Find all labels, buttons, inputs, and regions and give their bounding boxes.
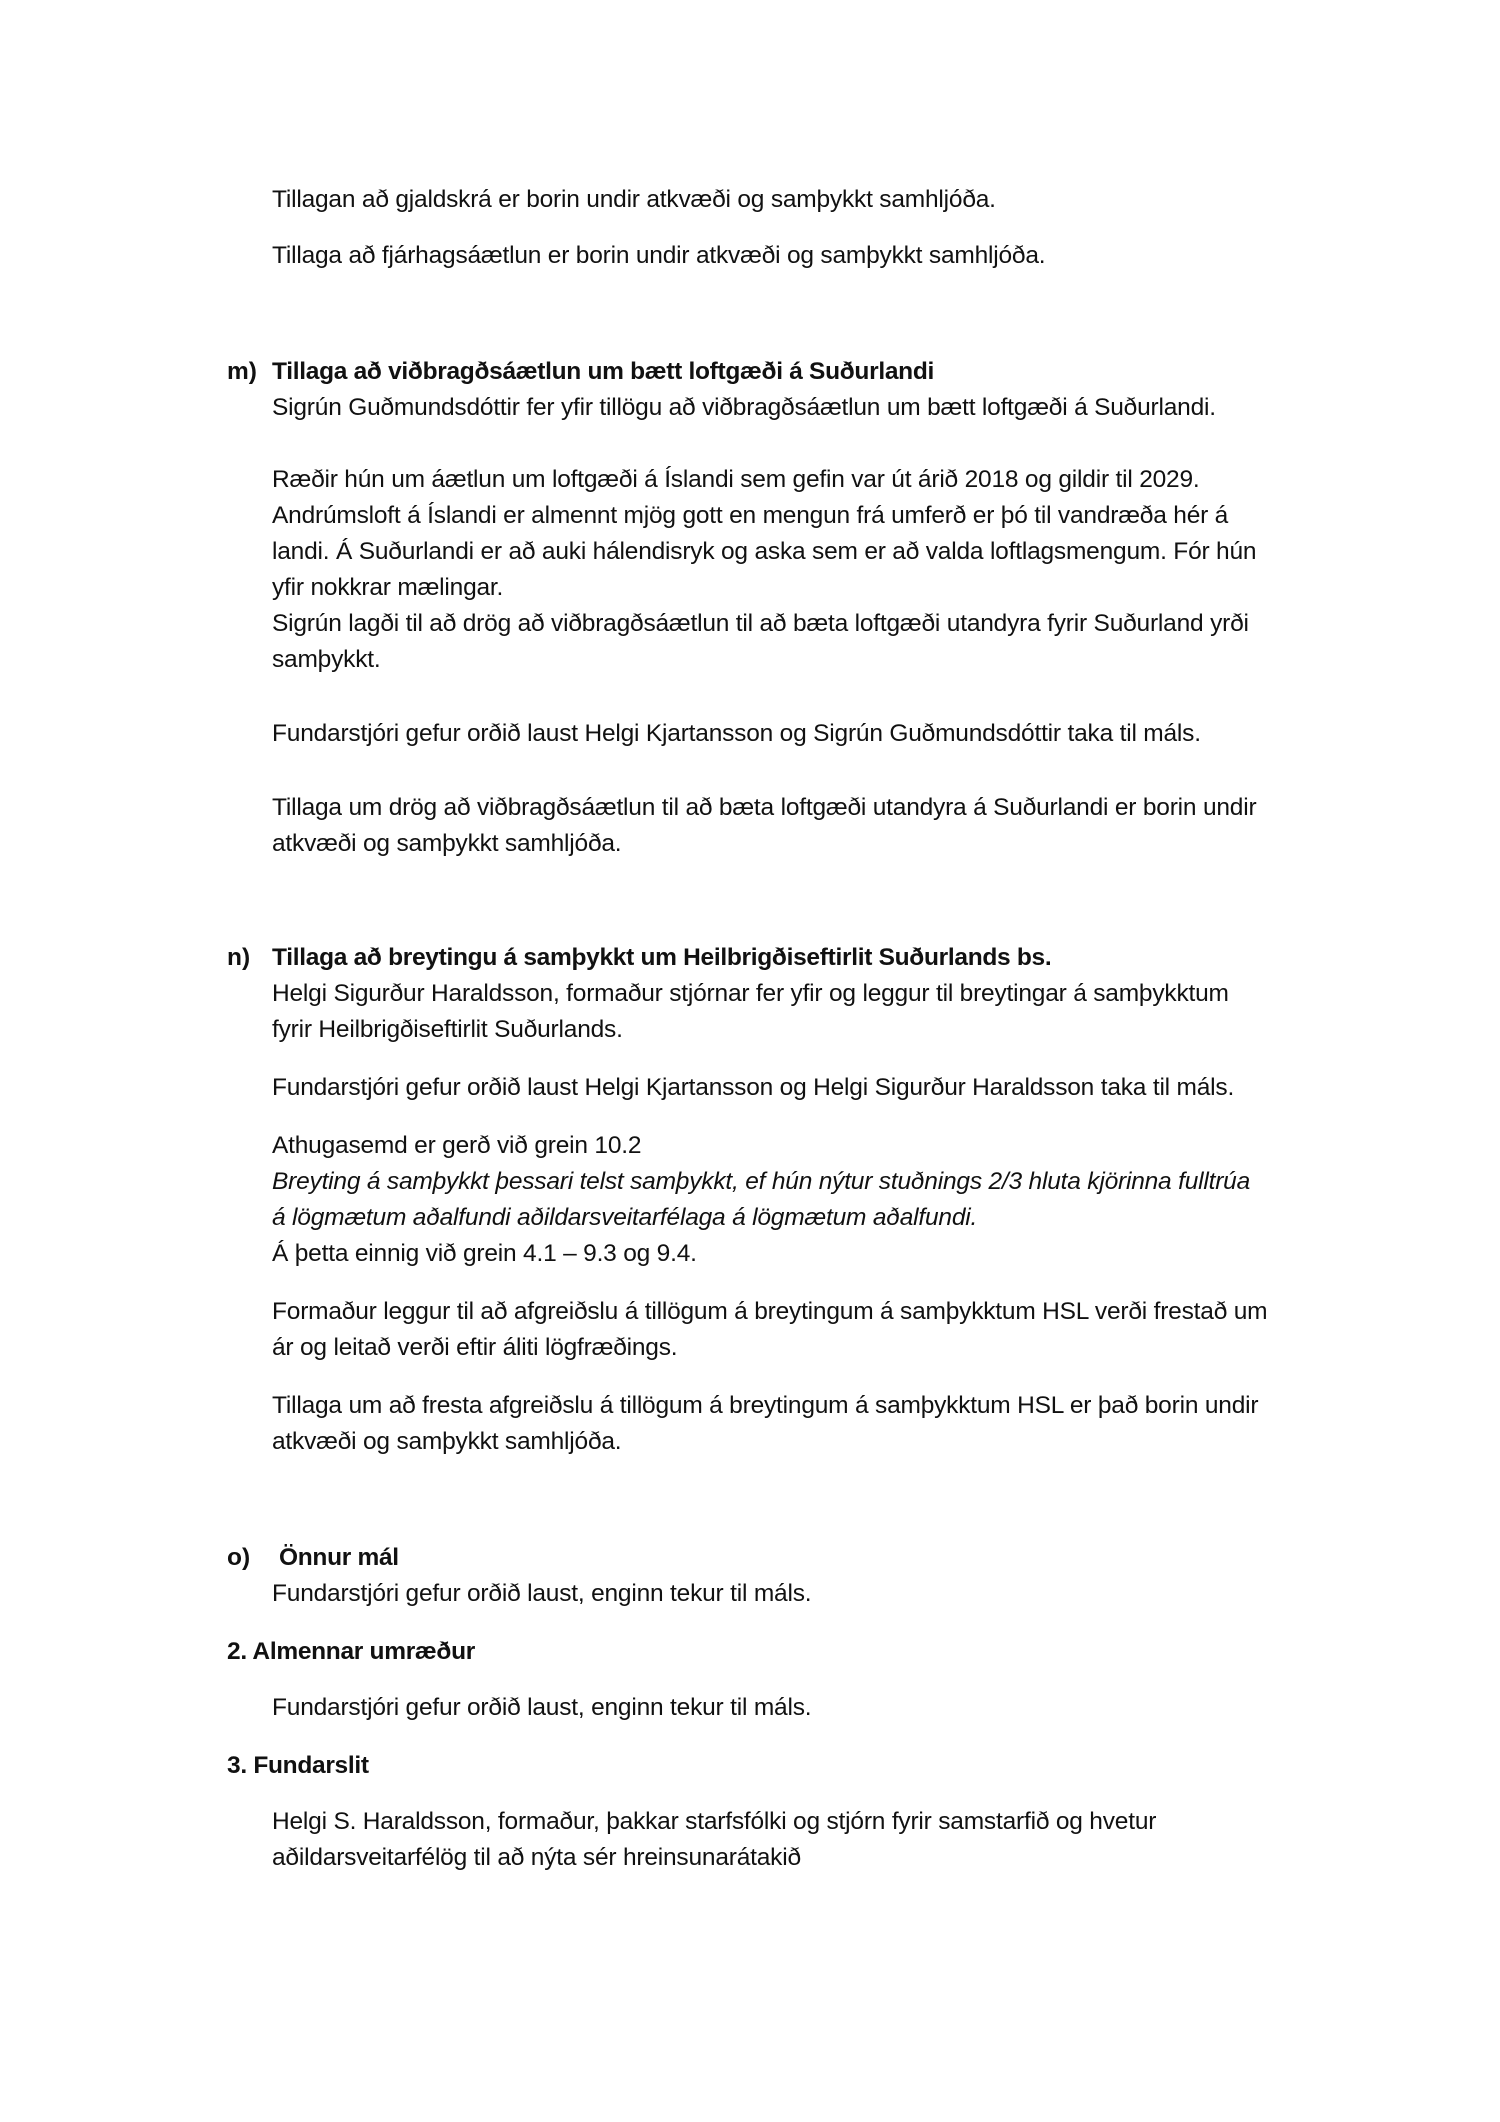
- section-m-line: Sigrún Guðmundsdóttir fer yfir tillögu að viðbragðsáætlun um bætt loftgæði á Suðurlandi.: [272, 394, 1216, 421]
- section-m-line: Ræðir hún um áætlun um loftgæði á Íslandi sem gefin var út árið 2018 og gildir til 2029.: [272, 466, 1200, 493]
- section-n-line: Athugasemd er gerð við grein 10.2: [272, 1132, 642, 1159]
- section-o-line: Fundarstjóri gefur orðið laust, enginn tekur til máls.: [272, 1580, 812, 1607]
- section-n-line: Tillaga um að fresta afgreiðslu á tillögum á breytingum á samþykktum HSL er það borin undir: [272, 1392, 1259, 1419]
- section-m-line: yfir nokkrar mælingar.: [272, 574, 504, 601]
- section-m-line: Andrúmsloft á Íslandi er almennt mjög gott en mengun frá umferð er þó til vandræða hér á: [272, 502, 1229, 529]
- section-n-line: Formaður leggur til að afgreiðslu á tillögum á breytingum á samþykktum HSL verði frestað um: [272, 1298, 1268, 1325]
- section-m-line: Fundarstjóri gefur orðið laust Helgi Kjartansson og Sigrún Guðmundsdóttir taka til máls.: [272, 720, 1201, 747]
- section-n-line: ár og leitað verði eftir áliti lögfræðings.: [272, 1334, 678, 1361]
- section-n-quote-line: á lögmætum aðalfundi aðildarsveitarfélaga á lögmætum aðalfundi.: [272, 1204, 978, 1231]
- section-n-marker: n): [227, 944, 251, 971]
- section-m-line: landi. Á Suðurlandi er að auki hálendisryk og aska sem er að valda loftlagsmengum. Fór hún: [272, 538, 1257, 565]
- section-2-line: Fundarstjóri gefur orðið laust, enginn tekur til máls.: [272, 1694, 812, 1721]
- section-o-marker: o): [227, 1544, 251, 1571]
- section-m-marker: m): [227, 358, 257, 385]
- paragraph-gjaldskra: Tillagan að gjaldskrá er borin undir atkvæði og samþykkt samhljóða.: [272, 186, 996, 213]
- section-m-line: Tillaga um drög að viðbragðsáætlun til að bæta loftgæði utandyra á Suðurlandi er borin undir: [272, 794, 1257, 821]
- section-n-line: Helgi Sigurður Haraldsson, formaður stjórnar fer yfir og leggur til breytingar á samþykktum: [272, 980, 1229, 1007]
- section-o-title: Önnur mál: [279, 1544, 399, 1571]
- section-n-line: Fundarstjóri gefur orðið laust Helgi Kjartansson og Helgi Sigurður Haraldsson taka til máls.: [272, 1074, 1235, 1101]
- section-m-line: samþykkt.: [272, 646, 381, 673]
- section-n-line: fyrir Heilbrigðiseftirlit Suðurlands.: [272, 1016, 623, 1043]
- section-2-title: 2. Almennar umræður: [227, 1638, 475, 1665]
- section-3-line: Helgi S. Haraldsson, formaður, þakkar starfsfólki og stjórn fyrir samstarfið og hvetur: [272, 1808, 1157, 1835]
- section-m-line: atkvæði og samþykkt samhljóða.: [272, 830, 622, 857]
- section-3-title: 3. Fundarslit: [227, 1752, 369, 1779]
- section-n-quote-line: Breyting á samþykkt þessari telst samþykkt, ef hún nýtur stuðnings 2/3 hluta kjörinna fulltrúa: [272, 1168, 1251, 1195]
- section-m-title: Tillaga að viðbragðsáætlun um bætt loftgæði á Suðurlandi: [272, 358, 934, 385]
- section-m-line: Sigrún lagði til að drög að viðbragðsáætlun til að bæta loftgæði utandyra fyrir Suðurland yrði: [272, 610, 1249, 637]
- section-n-line: atkvæði og samþykkt samhljóða.: [272, 1428, 622, 1455]
- section-n-line: Á þetta einnig við grein 4.1 – 9.3 og 9.4.: [272, 1240, 697, 1267]
- section-n-title: Tillaga að breytingu á samþykkt um Heilbrigðiseftirlit Suðurlands bs.: [272, 944, 1052, 971]
- paragraph-fjarhagsaaetlun: Tillaga að fjárhagsáætlun er borin undir atkvæði og samþykkt samhljóða.: [272, 242, 1046, 269]
- section-3-line: aðildarsveitarfélög til að nýta sér hreinsunarátakið: [272, 1844, 801, 1871]
